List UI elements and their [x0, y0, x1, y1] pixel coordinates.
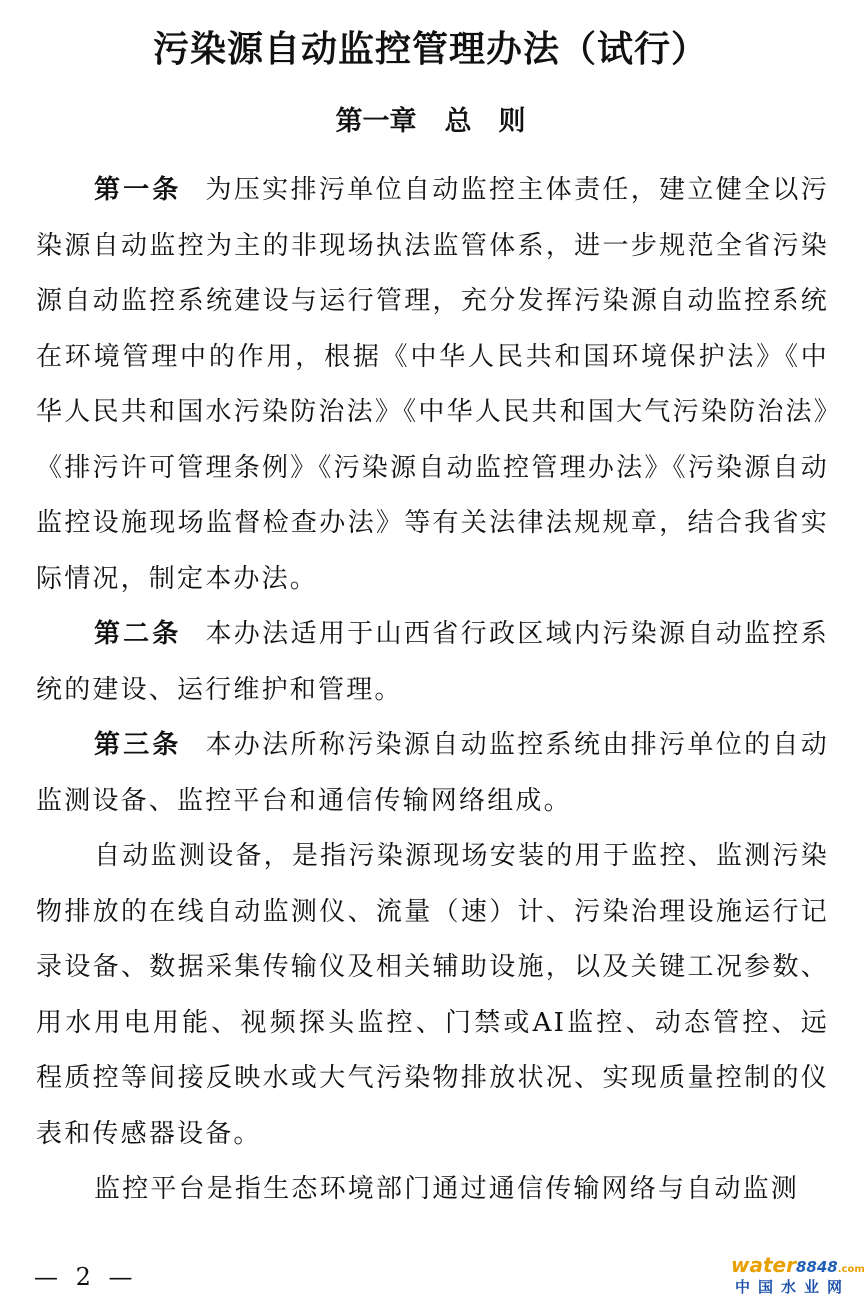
- document-body: [36, 163, 829, 1218]
- chapter-name: 总 则: [444, 106, 526, 137]
- chapter-heading: [0, 98, 861, 146]
- paragraph-article-1: [36, 163, 829, 607]
- paragraph-definition-devices: [36, 829, 829, 1162]
- article-number: 第一条: [94, 175, 182, 205]
- paragraph-text: 自动监测设备，是指污染源现场安装的用于监控、监测污染物排放的在线自动监测仪、流量（速）计、污染治理设施运行记录设备、数据采集传输仪及相关辅助设施，以及关键工况参数、用水用电用能、视频探头监控、门禁或AI监控、动态管控、远程质控等间接反映水或大气污染物排放状况、实现质量控制的仪表和传感器设备。: [36, 841, 829, 1149]
- chapter-label: 第一章: [335, 106, 417, 137]
- paragraph-article-3: [36, 718, 829, 829]
- paragraph-definition-platform: [36, 1162, 829, 1218]
- watermark-brand-main: water: [731, 1253, 796, 1277]
- paragraph-article-2: [36, 607, 829, 718]
- paragraph-text: 监控平台是指生态环境部门通过通信传输网络与自动监测: [94, 1174, 800, 1204]
- article-number: 第三条: [94, 730, 182, 760]
- watermark-brand-suffix: .com: [837, 1264, 865, 1275]
- watermark-brand-chinese: 中国水业网: [735, 1278, 851, 1296]
- site-watermark-logo: [731, 1253, 865, 1300]
- paragraph-text: 本办法适用于山西省行政区域内污染源自动监控系统的建设、运行维护和管理。: [36, 619, 829, 705]
- watermark-brand-number: 8848: [795, 1258, 838, 1276]
- document-title: 污染源自动监控管理办法（试行）: [152, 29, 708, 70]
- paragraph-text: 本办法所称污染源自动监控系统由排污单位的自动监测设备、监控平台和通信传输网络组成。: [36, 730, 829, 816]
- paragraph-text: 为压实排污单位自动监控主体责任，建立健全以污染源自动监控为主的非现场执法监管体系，进一步规范全省污染源自动监控系统建设与运行管理，充分发挥污染源自动监控系统在环境管理中的作用，根据《中华人民共和国环境保护法》《中华人民共和国水污染防治法》《中华人民共和国大气污染防治法》《排污许可管理条例》《污染源自动监控管理办法》《污染源自动监控设施现场监督检查办法》等有关法律法规规章，结合我省实际情况，制定本办法。: [36, 175, 829, 594]
- watermark-brand: [731, 1254, 865, 1281]
- article-number: 第二条: [94, 619, 182, 649]
- page-number: — 2 —: [34, 1263, 133, 1291]
